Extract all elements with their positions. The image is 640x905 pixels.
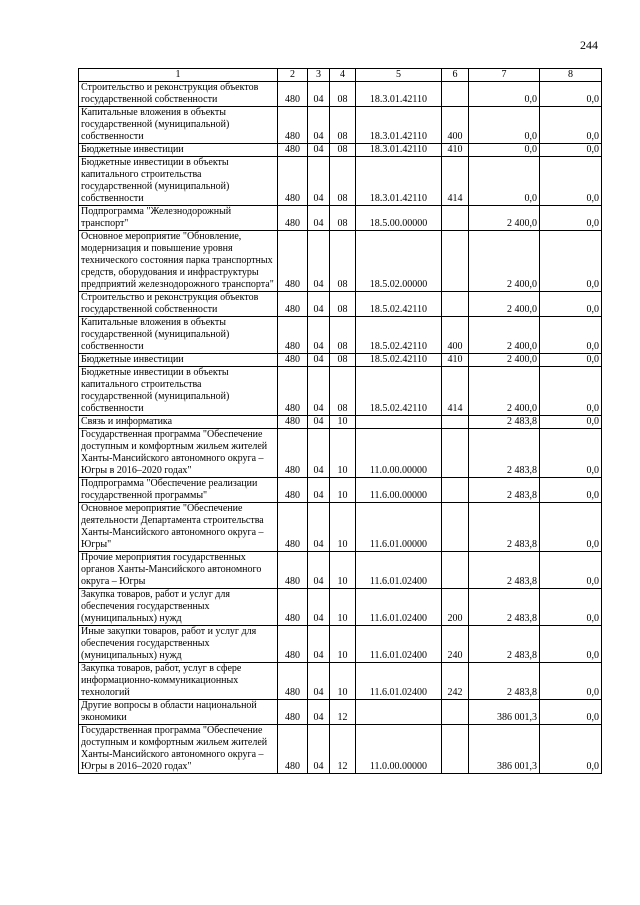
cell-expense-type — [442, 503, 469, 552]
cell-target-article: 18.3.01.42110 — [356, 82, 442, 107]
cell-target-article: 11.6.01.02400 — [356, 663, 442, 700]
cell-expense-type: 400 — [442, 107, 469, 144]
row-name-cell: Бюджетные инвестиции — [79, 354, 278, 367]
column-header: 5 — [356, 69, 442, 82]
cell-amount-2: 0,0 — [540, 157, 602, 206]
cell-expense-type — [442, 552, 469, 589]
cell-subsection: 08 — [330, 354, 356, 367]
cell-admin-code: 480 — [278, 292, 308, 317]
table-row — [79, 429, 602, 478]
cell-amount-2: 0,0 — [540, 663, 602, 700]
cell-admin-code: 480 — [278, 107, 308, 144]
cell-subsection: 10 — [330, 478, 356, 503]
row-name-cell: Связь и информатика — [79, 416, 278, 429]
table-row — [79, 292, 602, 317]
cell-amount: 0,0 — [469, 107, 540, 144]
cell-section: 04 — [308, 589, 330, 626]
cell-admin-code: 480 — [278, 478, 308, 503]
row-name-cell: Подпрограмма "Обеспечение реализации государственной программы" — [79, 478, 278, 503]
cell-section: 04 — [308, 725, 330, 774]
cell-section: 04 — [308, 354, 330, 367]
cell-expense-type: 400 — [442, 317, 469, 354]
cell-expense-type: 410 — [442, 354, 469, 367]
row-name-cell: Бюджетные инвестиции в объекты капитального строительства государственной (муниципальной) собственности — [79, 367, 278, 416]
cell-amount-2: 0,0 — [540, 144, 602, 157]
column-header: 6 — [442, 69, 469, 82]
cell-expense-type — [442, 292, 469, 317]
table-row — [79, 144, 602, 157]
table-row — [79, 231, 602, 292]
cell-admin-code: 480 — [278, 416, 308, 429]
cell-target-article: 18.3.01.42110 — [356, 157, 442, 206]
table-row — [79, 107, 602, 144]
cell-subsection: 12 — [330, 725, 356, 774]
row-name-cell: Бюджетные инвестиции в объекты капитального строительства государственной (муниципальной) собственности — [79, 157, 278, 206]
row-name-cell: Другие вопросы в области национальной экономики — [79, 700, 278, 725]
cell-admin-code: 480 — [278, 354, 308, 367]
cell-amount: 0,0 — [469, 144, 540, 157]
cell-amount-2: 0,0 — [540, 725, 602, 774]
cell-admin-code: 480 — [278, 317, 308, 354]
cell-admin-code: 480 — [278, 700, 308, 725]
cell-target-article: 18.3.01.42110 — [356, 107, 442, 144]
cell-target-article: 11.6.01.02400 — [356, 589, 442, 626]
cell-admin-code: 480 — [278, 206, 308, 231]
cell-amount: 0,0 — [469, 82, 540, 107]
table-row — [79, 157, 602, 206]
budget-table — [78, 68, 602, 774]
cell-amount-2: 0,0 — [540, 416, 602, 429]
cell-amount: 2 483,8 — [469, 626, 540, 663]
cell-subsection: 08 — [330, 144, 356, 157]
cell-target-article: 18.5.00.00000 — [356, 206, 442, 231]
cell-amount: 2 483,8 — [469, 416, 540, 429]
cell-expense-type — [442, 725, 469, 774]
cell-amount-2: 0,0 — [540, 552, 602, 589]
row-name-cell: Строительство и реконструкция объектов государственной собственности — [79, 82, 278, 107]
cell-subsection: 10 — [330, 589, 356, 626]
cell-section: 04 — [308, 552, 330, 589]
column-header: 2 — [278, 69, 308, 82]
cell-admin-code: 480 — [278, 429, 308, 478]
cell-amount: 2 400,0 — [469, 231, 540, 292]
cell-amount: 2 483,8 — [469, 429, 540, 478]
cell-admin-code: 480 — [278, 663, 308, 700]
row-name-cell: Основное мероприятие "Обновление, модернизация и повышение уровня технического состояния парка транспортных средств, оборудования и инфраструктуры предприятий железнодорожного транспорта" — [79, 231, 278, 292]
cell-expense-type: 414 — [442, 367, 469, 416]
table-row — [79, 354, 602, 367]
cell-amount-2: 0,0 — [540, 292, 602, 317]
cell-expense-type — [442, 206, 469, 231]
cell-admin-code: 480 — [278, 503, 308, 552]
cell-section: 04 — [308, 416, 330, 429]
cell-amount-2: 0,0 — [540, 354, 602, 367]
cell-section: 04 — [308, 626, 330, 663]
table-row — [79, 626, 602, 663]
cell-subsection: 08 — [330, 317, 356, 354]
table-row — [79, 589, 602, 626]
cell-subsection: 10 — [330, 503, 356, 552]
cell-expense-type — [442, 478, 469, 503]
cell-subsection: 10 — [330, 552, 356, 589]
cell-amount: 2 483,8 — [469, 663, 540, 700]
row-name-cell: Основное мероприятие "Обеспечение деятельности Департамента строительства Ханты-Мансийского автономного округа – Югры" — [79, 503, 278, 552]
cell-target-article — [356, 416, 442, 429]
cell-amount: 0,0 — [469, 157, 540, 206]
cell-admin-code: 480 — [278, 157, 308, 206]
cell-expense-type — [442, 429, 469, 478]
cell-subsection: 10 — [330, 626, 356, 663]
cell-section: 04 — [308, 478, 330, 503]
cell-section: 04 — [308, 107, 330, 144]
table-row — [79, 416, 602, 429]
cell-subsection: 08 — [330, 206, 356, 231]
cell-section: 04 — [308, 663, 330, 700]
cell-expense-type — [442, 231, 469, 292]
cell-amount: 2 483,8 — [469, 552, 540, 589]
cell-admin-code: 480 — [278, 589, 308, 626]
cell-amount: 2 483,8 — [469, 589, 540, 626]
table-header-row — [79, 69, 602, 82]
cell-admin-code: 480 — [278, 725, 308, 774]
cell-amount: 2 483,8 — [469, 478, 540, 503]
row-name-cell: Бюджетные инвестиции — [79, 144, 278, 157]
cell-amount-2: 0,0 — [540, 626, 602, 663]
cell-target-article: 18.5.02.42110 — [356, 367, 442, 416]
cell-target-article: 11.6.01.02400 — [356, 552, 442, 589]
cell-target-article: 11.0.00.00000 — [356, 429, 442, 478]
cell-expense-type: 414 — [442, 157, 469, 206]
cell-expense-type — [442, 700, 469, 725]
cell-subsection: 12 — [330, 700, 356, 725]
cell-target-article: 11.0.00.00000 — [356, 725, 442, 774]
cell-section: 04 — [308, 317, 330, 354]
row-name-cell: Закупка товаров, работ и услуг для обеспечения государственных (муниципальных) нужд — [79, 589, 278, 626]
table-row — [79, 663, 602, 700]
cell-subsection: 08 — [330, 292, 356, 317]
table-row — [79, 700, 602, 725]
cell-amount: 2 483,8 — [469, 503, 540, 552]
cell-admin-code: 480 — [278, 626, 308, 663]
row-name-cell: Капитальные вложения в объекты государственной (муниципальной) собственности — [79, 317, 278, 354]
cell-amount: 2 400,0 — [469, 354, 540, 367]
cell-section: 04 — [308, 367, 330, 416]
cell-target-article: 18.5.02.42110 — [356, 317, 442, 354]
column-header: 4 — [330, 69, 356, 82]
cell-expense-type: 410 — [442, 144, 469, 157]
cell-section: 04 — [308, 292, 330, 317]
cell-amount-2: 0,0 — [540, 429, 602, 478]
cell-target-article: 11.6.00.00000 — [356, 478, 442, 503]
cell-amount-2: 0,0 — [540, 503, 602, 552]
table-row — [79, 367, 602, 416]
cell-subsection: 08 — [330, 231, 356, 292]
cell-amount-2: 0,0 — [540, 317, 602, 354]
cell-section: 04 — [308, 144, 330, 157]
cell-amount: 2 400,0 — [469, 317, 540, 354]
cell-expense-type: 242 — [442, 663, 469, 700]
cell-expense-type: 240 — [442, 626, 469, 663]
cell-amount-2: 0,0 — [540, 206, 602, 231]
table-row — [79, 317, 602, 354]
cell-section: 04 — [308, 157, 330, 206]
row-name-cell: Иные закупки товаров, работ и услуг для обеспечения государственных (муниципальных) нужд — [79, 626, 278, 663]
cell-amount-2: 0,0 — [540, 589, 602, 626]
cell-amount: 2 400,0 — [469, 367, 540, 416]
cell-target-article: 18.5.02.42110 — [356, 292, 442, 317]
row-name-cell: Капитальные вложения в объекты государственной (муниципальной) собственности — [79, 107, 278, 144]
cell-amount-2: 0,0 — [540, 700, 602, 725]
cell-target-article — [356, 700, 442, 725]
cell-amount-2: 0,0 — [540, 478, 602, 503]
row-name-cell: Подпрограмма "Железнодорожный транспорт" — [79, 206, 278, 231]
row-name-cell: Закупка товаров, работ, услуг в сфере информационно-коммуникационных технологий — [79, 663, 278, 700]
cell-section: 04 — [308, 82, 330, 107]
cell-section: 04 — [308, 429, 330, 478]
cell-amount-2: 0,0 — [540, 367, 602, 416]
cell-amount: 386 001,3 — [469, 725, 540, 774]
cell-expense-type: 200 — [442, 589, 469, 626]
cell-admin-code: 480 — [278, 144, 308, 157]
page-number: 244 — [580, 38, 598, 52]
cell-section: 04 — [308, 700, 330, 725]
table-row — [79, 552, 602, 589]
row-name-cell: Государственная программа "Обеспечение доступным и комфортным жильем жителей Ханты-Мансийского автономного округа – Югры в 2016–2020 годах" — [79, 725, 278, 774]
cell-subsection: 10 — [330, 663, 356, 700]
table-row — [79, 478, 602, 503]
table-row — [79, 503, 602, 552]
table-row — [79, 82, 602, 107]
cell-admin-code: 480 — [278, 82, 308, 107]
cell-expense-type — [442, 416, 469, 429]
column-header: 1 — [79, 69, 278, 82]
cell-subsection: 08 — [330, 107, 356, 144]
cell-subsection: 08 — [330, 157, 356, 206]
cell-section: 04 — [308, 206, 330, 231]
table-row — [79, 206, 602, 231]
cell-section: 04 — [308, 231, 330, 292]
row-name-cell: Государственная программа "Обеспечение доступным и комфортным жильем жителей Ханты-Мансийского автономного округа – Югры в 2016–2020 годах" — [79, 429, 278, 478]
column-header: 7 — [469, 69, 540, 82]
cell-target-article: 18.5.02.42110 — [356, 354, 442, 367]
cell-amount: 2 400,0 — [469, 206, 540, 231]
column-header: 3 — [308, 69, 330, 82]
cell-subsection: 08 — [330, 82, 356, 107]
cell-amount-2: 0,0 — [540, 82, 602, 107]
column-header: 8 — [540, 69, 602, 82]
cell-subsection: 08 — [330, 367, 356, 416]
cell-amount: 386 001,3 — [469, 700, 540, 725]
cell-amount-2: 0,0 — [540, 107, 602, 144]
cell-admin-code: 480 — [278, 231, 308, 292]
cell-target-article: 11.6.01.02400 — [356, 626, 442, 663]
cell-expense-type — [442, 82, 469, 107]
cell-amount: 2 400,0 — [469, 292, 540, 317]
row-name-cell: Прочие мероприятия государственных органов Ханты-Мансийского автономного округа – Югры — [79, 552, 278, 589]
table-row — [79, 725, 602, 774]
cell-target-article: 18.5.02.00000 — [356, 231, 442, 292]
cell-admin-code: 480 — [278, 552, 308, 589]
cell-subsection: 10 — [330, 429, 356, 478]
cell-section: 04 — [308, 503, 330, 552]
cell-subsection: 10 — [330, 416, 356, 429]
cell-target-article: 18.3.01.42110 — [356, 144, 442, 157]
row-name-cell: Строительство и реконструкция объектов государственной собственности — [79, 292, 278, 317]
cell-amount-2: 0,0 — [540, 231, 602, 292]
cell-target-article: 11.6.01.00000 — [356, 503, 442, 552]
cell-admin-code: 480 — [278, 367, 308, 416]
